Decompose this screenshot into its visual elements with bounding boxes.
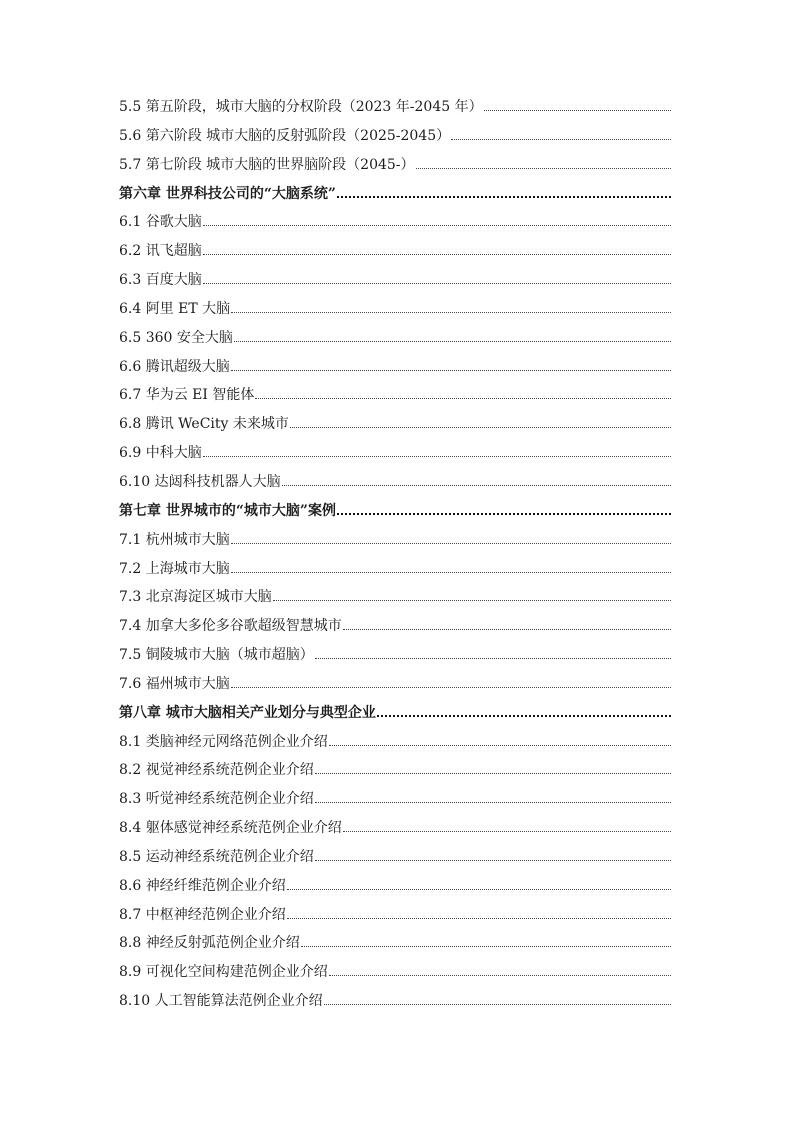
toc-entry-label: 7.4 加拿大多伦多谷歌超级智慧城市 [119,618,342,635]
toc-entry-label: 8.4 躯体感觉神经系统范例企业介绍 [119,820,342,837]
dot-leader [337,512,671,515]
toc-entry-7-2[interactable] [119,555,671,584]
toc-entry-label: 5.6 第六阶段 城市大脑的反射弧阶段（2025-2045） [119,127,451,144]
dot-leader [255,397,671,399]
toc-entry-6-6[interactable] [119,353,671,382]
toc-entry-label: 8.3 听觉神经系统范例企业介绍 [119,791,314,808]
toc-entry-6-9[interactable] [119,439,671,468]
toc-entry-label: 5.5 第五阶段，城市大脑的分权阶段（2023 年-2045 年） [119,99,483,115]
toc-entry-6-4[interactable] [119,295,671,324]
dot-leader [324,1003,671,1005]
toc-entry-6-10[interactable] [119,468,671,497]
toc-chapter-label: 第六章 世界科技公司的“大脑系统” [119,185,336,202]
dot-leader [203,224,671,226]
dot-leader [329,974,671,976]
dot-leader [203,455,671,457]
table-of-contents [119,93,671,1016]
dot-leader [290,426,671,428]
toc-entry-6-7[interactable] [119,381,671,410]
toc-entry-8-10[interactable] [119,987,671,1016]
toc-entry-label: 6.2 讯飞超脑 [119,243,202,260]
toc-entry-6-2[interactable] [119,237,671,266]
toc-entry-label: 6.4 阿里 ET 大脑 [119,300,231,317]
toc-entry-6-1[interactable] [119,208,671,237]
toc-entry-label: 8.6 神经纤维范例企业介绍 [119,877,286,894]
dot-leader [484,109,671,111]
toc-entry-label: 8.8 神经反射弧范例企业介绍 [119,935,300,952]
dot-leader [301,945,671,947]
toc-entry-8-9[interactable] [119,958,671,987]
toc-entry-8-6[interactable] [119,872,671,901]
dot-leader [203,282,671,284]
dot-leader [315,801,671,803]
dot-leader [231,686,671,688]
dot-leader [343,628,671,630]
toc-entry-label: 6.5 360 安全大脑 [119,329,233,346]
dot-leader [287,888,671,890]
toc-entry-8-4[interactable] [119,814,671,843]
toc-entry-6-5[interactable] [119,324,671,353]
dot-leader [329,744,671,746]
dot-leader [451,138,671,140]
toc-entry-label: 8.7 中枢神经范例企业介绍 [119,906,286,923]
dot-leader [273,599,671,601]
toc-entry-8-8[interactable] [119,929,671,958]
dot-leader [231,542,671,544]
toc-chapter-label: 第七章 世界城市的“城市大脑”案例 [119,502,336,519]
toc-entry-label: 6.8 腾讯 WeCity 未来城市 [119,416,289,433]
toc-entry-8-2[interactable] [119,756,671,785]
dot-leader [282,484,671,486]
toc-entry-7-6[interactable] [119,670,671,699]
dot-leader [315,859,671,861]
toc-entry-label: 7.2 上海城市大脑 [119,560,230,577]
toc-entry-8-7[interactable] [119,901,671,930]
toc-entry-label: 8.9 可视化空间构建范例企业介绍 [119,964,328,981]
dot-leader [315,772,671,774]
toc-entry-7-4[interactable] [119,612,671,641]
toc-entry-8-1[interactable] [119,728,671,757]
toc-entry-label: 5.7 第七阶段 城市大脑的世界脑阶段（2045-） [119,156,415,173]
dot-leader [231,369,671,371]
dot-leader [203,253,671,255]
toc-chapter-7[interactable] [119,497,671,526]
toc-entry-5-6[interactable] [119,122,671,151]
dot-leader [377,714,671,717]
dot-leader [231,571,671,573]
toc-entry-label: 7.6 福州城市大脑 [119,675,230,692]
toc-entry-label: 7.5 铜陵城市大脑（城市超脑） [119,647,314,664]
toc-entry-label: 6.1 谷歌大脑 [119,214,202,231]
dot-leader [287,917,671,919]
dot-leader [416,167,671,169]
toc-entry-5-5[interactable] [119,93,671,122]
toc-entry-label: 8.2 视觉神经系统范例企业介绍 [119,762,314,779]
toc-entry-label: 7.1 杭州城市大脑 [119,531,230,548]
toc-entry-label: 7.3 北京海淀区城市大脑 [119,589,272,606]
toc-entry-label: 6.3 百度大脑 [119,272,202,289]
toc-entry-label: 6.9 中科大脑 [119,445,202,462]
dot-leader [343,830,671,832]
toc-entry-6-8[interactable] [119,410,671,439]
toc-entry-5-7[interactable] [119,151,671,180]
toc-entry-7-1[interactable] [119,526,671,555]
toc-entry-8-3[interactable] [119,785,671,814]
toc-entry-label: 6.6 腾讯超级大脑 [119,358,230,375]
toc-entry-label: 8.10 人工智能算法范例企业介绍 [119,993,323,1010]
toc-entry-label: 6.7 华为云 EI 智能体 [119,387,255,404]
toc-entry-label: 6.10 达闼科技机器人大脑 [119,473,281,490]
toc-chapter-label: 第八章 城市大脑相关产业划分与典型企业 [119,704,376,721]
dot-leader [234,340,671,342]
dot-leader [315,657,671,659]
toc-entry-label: 8.1 类脑神经元网络范例企业介绍 [119,733,328,750]
dot-leader [337,195,671,198]
toc-entry-label: 8.5 运动神经系统范例企业介绍 [119,848,314,865]
dot-leader [231,311,671,313]
toc-chapter-6[interactable] [119,180,671,209]
toc-entry-8-5[interactable] [119,843,671,872]
toc-entry-7-5[interactable] [119,641,671,670]
toc-chapter-8[interactable] [119,699,671,728]
toc-entry-6-3[interactable] [119,266,671,295]
toc-entry-7-3[interactable] [119,583,671,612]
